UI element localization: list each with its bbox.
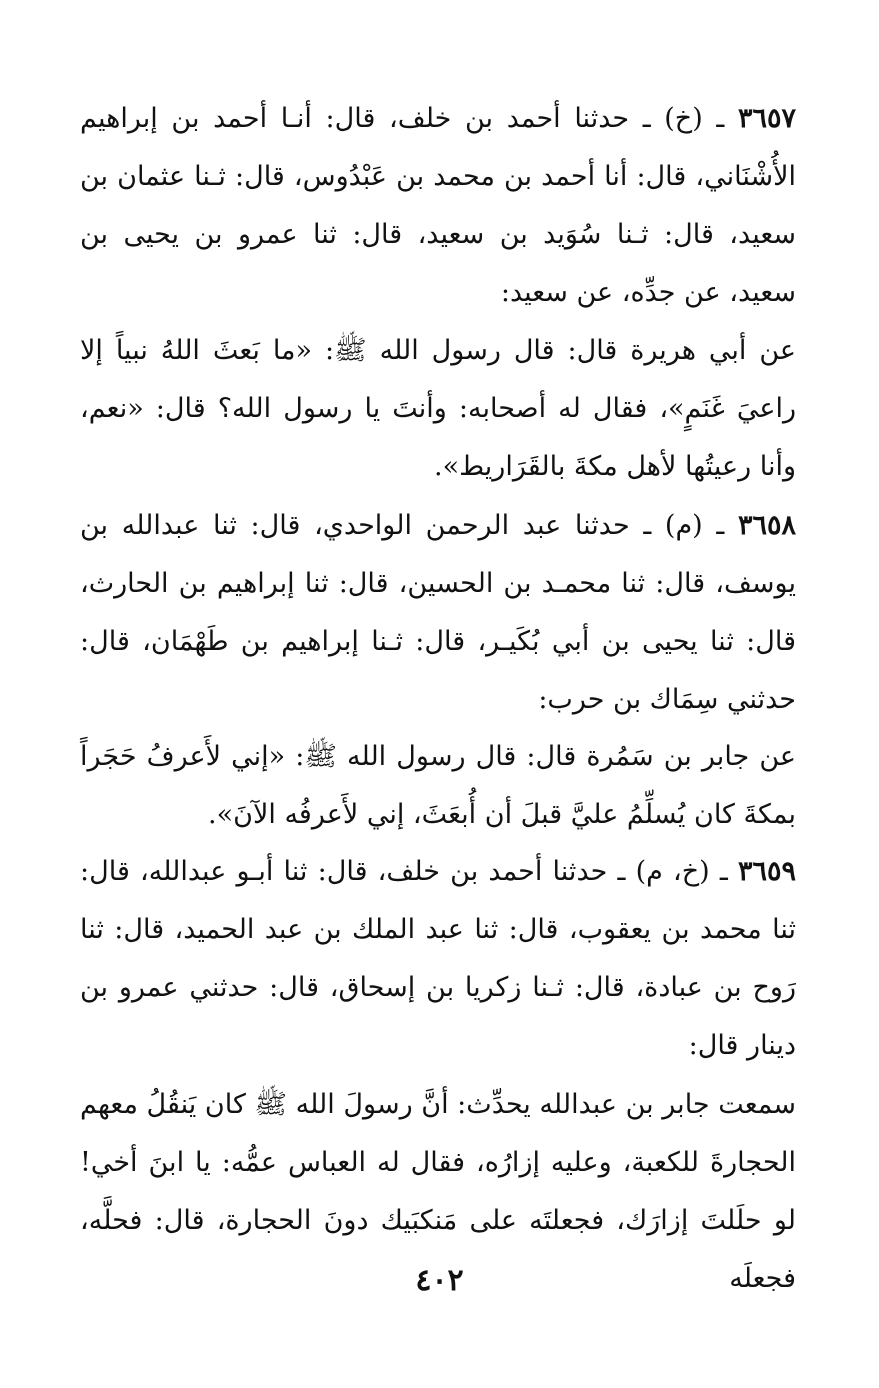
- isnad-text: ـ (خ، م) ـ حدثنا أحمد بن خلف، قال: ثنا أبـو عبدالله، قال: ثنا محمد بن يعقوب، قال: ثنا عبد الملك بن عبد الحميد، قال: ثنا رَوح بن عبادة، قال: ثـنا زكريا بن إسحاق، قال: حدثني عمرو بن دينار قال:: [80, 856, 796, 1061]
- isnad-text: ـ (م) ـ حدثنا عبد الرحمن الواحدي، قال: ثنا عبدالله بن يوسف، قال: ثنا محمـد بن الحسين، قال: ثنا إبراهيم بن الحارث، قال: ثنا يحيى بن أبي بُكَيـر، قال: ثـنا إبراهيم بن طَهْمَان، قال: حدثني سِمَاك بن حرب:: [80, 510, 796, 715]
- hadith-entry-3657: [80, 90, 796, 322]
- hadith-number: ٣٦٥٨: [737, 510, 796, 541]
- matn-paragraph: سمعت جابر بن عبدالله يحدِّث: أنَّ رسولَ الله ﷺ كان يَنقُلُ معهم الحجارةَ للكعبة، وعليه إزارُه، فقال له العباس عمُّه: يا ابنَ أخي! لو حلَلتَ إزارَك، فجعلتَه على مَنكبَيك دونَ الحجارة، قال: فحلَّه، فجعلَه: [80, 1089, 796, 1294]
- matn-paragraph: عن جابر بن سَمُرة قال: قال رسول الله ﷺ: «إني لأَعرفُ حَجَراً بمكةَ كان يُسلِّمُ عليَّ قبلَ أن أُبعَثَ، إني لأَعرفُه الآنَ».: [80, 741, 796, 830]
- isnad-paragraph: [80, 90, 796, 322]
- page-number: ٤٠٢: [415, 1263, 464, 1298]
- hadith-number: ٣٦٥٩: [737, 856, 796, 887]
- isnad-text: ـ (خ) ـ حدثنا أحمد بن خلف، قال: أنـا أحمد بن إبراهيم الأُشْنَاني، قال: أنا أحمد بن محمد بن عَبْدُوس، قال: ثـنا عثمان بن سعيد، قال: ثـنا سُوَيد بن سعيد، قال: ثنا عمرو بن يحيى بن سعيد، عن جدِّه، عن سعيد:: [80, 103, 796, 308]
- isnad-paragraph: [80, 843, 796, 1075]
- hadith-entry-3659: [80, 843, 796, 1075]
- hadith-matn-3657: [80, 322, 796, 496]
- hadith-entry-3658: [80, 497, 796, 729]
- isnad-paragraph: [80, 497, 796, 729]
- hadith-number: ٣٦٥٧: [737, 103, 796, 134]
- matn-paragraph: عن أبي هريرة قال: قال رسول الله ﷺ: «ما بَعثَ اللهُ نبياً إلا راعيَ غَنَمٍ»، فقال له أصحابه: وأنتَ يا رسول الله؟ قال: «نعم، وأنا رعيتُها لأهل مكةَ بالقَرَاريط».: [80, 335, 796, 482]
- hadith-matn-3658: [80, 728, 796, 844]
